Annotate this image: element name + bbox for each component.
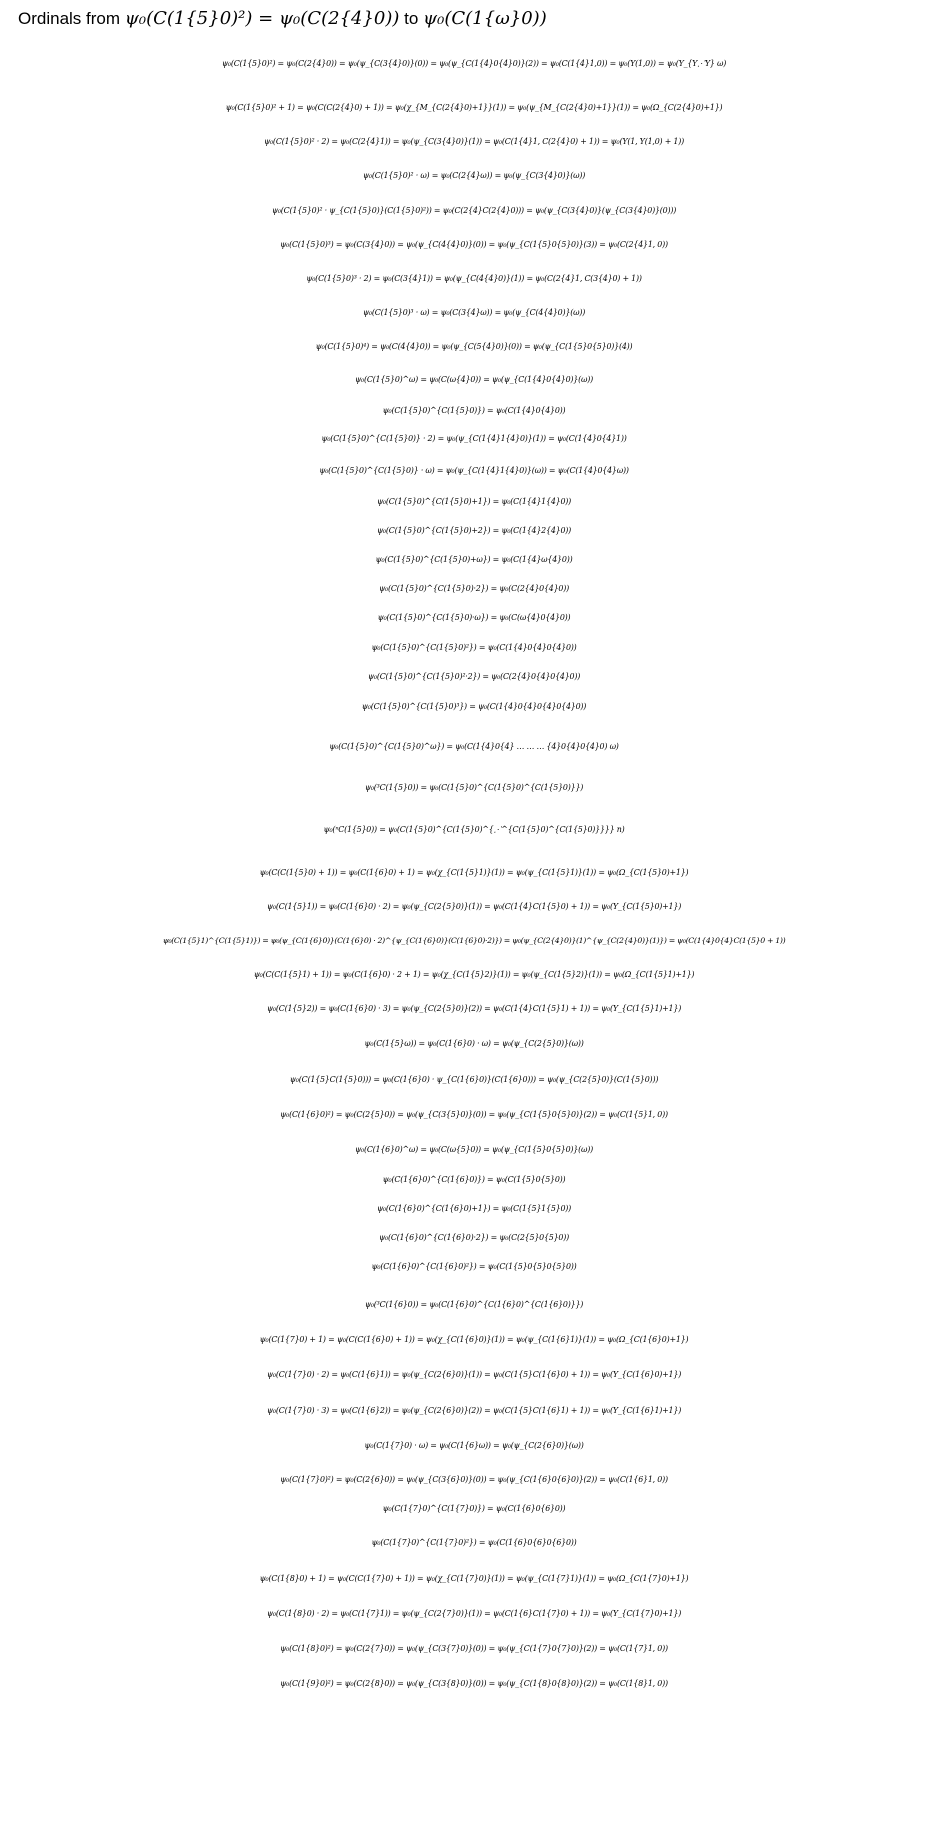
equation-10: ψ₀(C(1{5}0)^ω) = ψ₀(C(ω{4}0)) = ψ₀(ψ_{C(1{4}0{4}0)}(ω)) <box>355 375 593 384</box>
equation-42: ψ₀(C(1{7}0) · ω) = ψ₀(C(1{6}ω)) = ψ₀(ψ_{C(2{6}0)}(ω)) <box>364 1441 584 1450</box>
equation-27: ψ₀(C(1{5}1)^{C(1{5}1)}) = ψ₀(ψ_{C(1{6}0)}(C(1{6}0) · 2)^{ψ_{C(1{6}0)}(C(1{6}0)·2)}) = ψ₀(ψ_{C(2{4}0)}(1)^{ψ_{C(2{4}0)}(1)}) = ψ₀(C(1{4}0{4}C(1{5}0 + 1)) <box>162 936 786 945</box>
equation-list <box>0 34 948 1823</box>
equation-32: ψ₀(C(1{6}0)²) = ψ₀(C(2{5}0)) = ψ₀(ψ_{C(3{5}0)}(0)) = ψ₀(ψ_{C(1{5}0{5}0)}(2)) = ψ₀(C(1{5}1, 0)) <box>280 1110 668 1119</box>
equation-49: ψ₀(C(1{9}0)²) = ψ₀(C(2{8}0)) = ψ₀(ψ_{C(3{8}0)}(0)) = ψ₀(ψ_{C(1{8}0{8}0)}(2)) = ψ₀(C(1{8}1, 0)) <box>280 1679 668 1688</box>
equation-30: ψ₀(C(1{5}ω)) = ψ₀(C(1{6}0) · ω) = ψ₀(ψ_{C(2{5}0)}(ω)) <box>364 1039 584 1048</box>
equation-33: ψ₀(C(1{6}0)^ω) = ψ₀(C(ω{5}0)) = ψ₀(ψ_{C(1{5}0{5}0)}(ω)) <box>355 1145 593 1154</box>
equation-40: ψ₀(C(1{7}0) · 2) = ψ₀(C(1{6}1)) = ψ₀(ψ_{C(2{6}0)}(1)) = ψ₀(C(1{5}C(1{6}0) + 1)) = ψ₀(Υ_{C(1{6}0)+1}) <box>266 1370 682 1379</box>
equation-9: ψ₀(C(1{5}0)⁴) = ψ₀(C(4{4}0)) = ψ₀(ψ_{C(5{4}0)}(0)) = ψ₀(ψ_{C(1{5}0{5}0)}(4)) <box>315 342 633 351</box>
title-to-expression: ψ₀(C(1{ω}0)) <box>423 8 547 29</box>
title-from-expression: ψ₀(C(1{5}0)²) = ψ₀(C(2{4}0)) <box>124 8 400 29</box>
equation-2: ψ₀(C(1{5}0)² + 1) = ψ₀(C(C(2{4}0) + 1)) = ψ₀(χ_{M_{C(2{4}0)+1}}(1)) = ψ₀(ψ_{M_{C(2{4}0)+1}}(1)) = ψ₀(Ω_{C(2{4}0)+1}) <box>225 103 723 112</box>
equation-47: ψ₀(C(1{8}0) · 2) = ψ₀(C(1{7}1)) = ψ₀(ψ_{C(2{7}0)}(1)) = ψ₀(C(1{6}C(1{7}0) + 1)) = ψ₀(Υ_{C(1{7}0)+1}) <box>266 1609 682 1618</box>
equation-6: ψ₀(C(1{5}0)³) = ψ₀(C(3{4}0)) = ψ₀(ψ_{C(4{4}0)}(0)) = ψ₀(ψ_{C(1{5}0{5}0)}(3)) = ψ₀(C(2{4}1, 0)) <box>280 240 668 249</box>
equation-13: ψ₀(C(1{5}0)^{C(1{5}0)} · ω) = ψ₀(ψ_{C(1{4}1{4}0)}(ω)) = ψ₀(C(1{4}0{4}ω)) <box>319 466 629 475</box>
equation-45: ψ₀(C(1{7}0)^{C(1{7}0)²}) = ψ₀(C(1{6}0{6}0{6}0)) <box>371 1538 577 1547</box>
equation-44: ψ₀(C(1{7}0)^{C(1{7}0)}) = ψ₀(C(1{6}0{6}0)) <box>382 1504 566 1513</box>
equation-35: ψ₀(C(1{6}0)^{C(1{6}0)+1}) = ψ₀(C(1{5}1{5}0)) <box>376 1204 572 1213</box>
equation-22: ψ₀(C(1{5}0)^{C(1{5}0)^ω}) = ψ₀(C(1{4}0{4} … … … {4}0{4}0{4}0) ω) <box>329 742 619 751</box>
equation-25: ψ₀(C(C(1{5}0) + 1)) = ψ₀(C(1{6}0) + 1) = ψ₀(χ_{C(1{5}1)}(1)) = ψ₀(ψ_{C(1{5}1)}(1)) = ψ₀(Ω_{C(1{5}0)+1}) <box>259 868 689 877</box>
equation-17: ψ₀(C(1{5}0)^{C(1{5}0)·2}) = ψ₀(C(2{4}0{4}0)) <box>379 584 569 593</box>
equation-37: ψ₀(C(1{6}0)^{C(1{6}0)²}) = ψ₀(C(1{5}0{5}0{5}0)) <box>371 1262 577 1271</box>
equation-29: ψ₀(C(1{5}2)) = ψ₀(C(1{6}0) · 3) = ψ₀(ψ_{C(2{5}0)}(2)) = ψ₀(C(1{4}C(1{5}1) + 1)) = ψ₀(Υ_{C(1{5}1)+1}) <box>266 1004 682 1013</box>
equation-31: ψ₀(C(1{5}C(1{5}0))) = ψ₀(C(1{6}0) · ψ_{C(1{6}0)}(C(1{6}0))) = ψ₀(ψ_{C(2{5}0)}(C(1{5}0))) <box>289 1075 659 1084</box>
equation-7: ψ₀(C(1{5}0)³ · 2) = ψ₀(C(3{4}1)) = ψ₀(ψ_{C(4{4}0)}(1)) = ψ₀(C(2{4}1, C(3{4}0) + 1)) <box>306 274 642 283</box>
equation-41: ψ₀(C(1{7}0) · 3) = ψ₀(C(1{6}2)) = ψ₀(ψ_{C(2{6}0)}(2)) = ψ₀(C(1{5}C(1{6}1) + 1)) = ψ₀(Υ_{C(1{6}1)+1}) <box>266 1406 682 1415</box>
title-middle: to <box>399 9 424 28</box>
equation-39: ψ₀(C(1{7}0) + 1) = ψ₀(C(C(1{6}0) + 1)) = ψ₀(χ_{C(1{6}0)}(1)) = ψ₀(ψ_{C(1{6}1)}(1)) = ψ₀(Ω_{C(1{6}0)+1}) <box>259 1335 689 1344</box>
equation-8: ψ₀(C(1{5}0)³ · ω) = ψ₀(C(3{4}ω)) = ψ₀(ψ_{C(4{4}0)}(ω)) <box>362 308 586 317</box>
equation-18: ψ₀(C(1{5}0)^{C(1{5}0)·ω}) = ψ₀(C(ω{4}0{4}0)) <box>377 613 571 622</box>
equation-19: ψ₀(C(1{5}0)^{C(1{5}0)²}) = ψ₀(C(1{4}0{4}0{4}0)) <box>371 643 577 652</box>
equation-46: ψ₀(C(1{8}0) + 1) = ψ₀(C(C(1{7}0) + 1)) = ψ₀(χ_{C(1{7}0)}(1)) = ψ₀(ψ_{C(1{7}1)}(1)) = ψ₀(Ω_{C(1{7}0)+1}) <box>259 1574 689 1583</box>
equation-38: ψ₀(³C(1{6}0)) = ψ₀(C(1{6}0)^{C(1{6}0)^{C(1{6}0)}}) <box>364 1300 584 1309</box>
equation-11: ψ₀(C(1{5}0)^{C(1{5}0)}) = ψ₀(C(1{4}0{4}0)) <box>382 406 566 415</box>
equation-21: ψ₀(C(1{5}0)^{C(1{5}0)³}) = ψ₀(C(1{4}0{4}0{4}0{4}0)) <box>361 702 587 711</box>
equation-28: ψ₀(C(C(1{5}1) + 1)) = ψ₀(C(1{6}0) · 2 + 1) = ψ₀(χ_{C(1{5}2)}(1)) = ψ₀(ψ_{C(1{5}2)}(1)) = ψ₀(Ω_{C(1{5}1)+1}) <box>253 970 695 979</box>
title-prefix: Ordinals from <box>18 9 125 28</box>
equation-48: ψ₀(C(1{8}0)²) = ψ₀(C(2{7}0)) = ψ₀(ψ_{C(3{7}0)}(0)) = ψ₀(ψ_{C(1{7}0{7}0)}(2)) = ψ₀(C(1{7}1, 0)) <box>280 1644 668 1653</box>
equation-24: ψ₀(ⁿC(1{5}0)) = ψ₀(C(1{5}0)^{C(1{5}0)^{⋰^{C(1{5}0)^{C(1{5}0)}}}} n) <box>323 825 625 834</box>
equation-43: ψ₀(C(1{7}0)²) = ψ₀(C(2{6}0)) = ψ₀(ψ_{C(3{6}0)}(0)) = ψ₀(ψ_{C(1{6}0{6}0)}(2)) = ψ₀(C(1{6}1, 0)) <box>280 1475 668 1484</box>
equation-20: ψ₀(C(1{5}0)^{C(1{5}0)²·2}) = ψ₀(C(2{4}0{4}0{4}0)) <box>367 672 581 681</box>
equation-26: ψ₀(C(1{5}1)) = ψ₀(C(1{6}0) · 2) = ψ₀(ψ_{C(2{5}0)}(1)) = ψ₀(C(1{4}C(1{5}0) + 1)) = ψ₀(Υ_{C(1{5}0)+1}) <box>266 902 682 911</box>
equation-23: ψ₀(³C(1{5}0)) = ψ₀(C(1{5}0)^{C(1{5}0)^{C(1{5}0)}}) <box>364 783 584 792</box>
equation-36: ψ₀(C(1{6}0)^{C(1{6}0)·2}) = ψ₀(C(2{5}0{5}0)) <box>379 1233 569 1242</box>
page-title <box>18 4 547 34</box>
equation-5: ψ₀(C(1{5}0)² · ψ_{C(1{5}0)}(C(1{5}0)²)) = ψ₀(C(2{4}C(2{4}0))) = ψ₀(ψ_{C(3{4}0)}(ψ_{C(3{4}0)}(0))) <box>271 206 677 215</box>
equation-34: ψ₀(C(1{6}0)^{C(1{6}0)}) = ψ₀(C(1{5}0{5}0)) <box>382 1175 566 1184</box>
equation-15: ψ₀(C(1{5}0)^{C(1{5}0)+2}) = ψ₀(C(1{4}2{4}0)) <box>376 526 572 535</box>
equation-1: ψ₀(C(1{5}0)²) = ψ₀(C(2{4}0)) = ψ₀(ψ_{C(3{4}0)}(0)) = ψ₀(ψ_{C(1{4}0{4}0)}(2)) = ψ₀(C(1{4}1,0)) = ψ₀(Υ(1,0)) = ψ₀(Υ_{Υ⋰Υ} ω) <box>221 59 727 68</box>
equation-4: ψ₀(C(1{5}0)² · ω) = ψ₀(C(2{4}ω)) = ψ₀(ψ_{C(3{4}0)}(ω)) <box>362 171 586 180</box>
equation-12: ψ₀(C(1{5}0)^{C(1{5}0)} · 2) = ψ₀(ψ_{C(1{4}1{4}0)}(1)) = ψ₀(C(1{4}0{4}1)) <box>321 434 627 443</box>
equation-3: ψ₀(C(1{5}0)² · 2) = ψ₀(C(2{4}1)) = ψ₀(ψ_{C(3{4}0)}(1)) = ψ₀(C(1{4}1, C(2{4}0) + 1)) = ψ₀(Υ(1, Υ(1,0) + 1)) <box>263 137 685 146</box>
equation-14: ψ₀(C(1{5}0)^{C(1{5}0)+1}) = ψ₀(C(1{4}1{4}0)) <box>376 497 572 506</box>
equation-16: ψ₀(C(1{5}0)^{C(1{5}0)+ω}) = ψ₀(C(1{4}ω{4}0)) <box>375 555 573 564</box>
